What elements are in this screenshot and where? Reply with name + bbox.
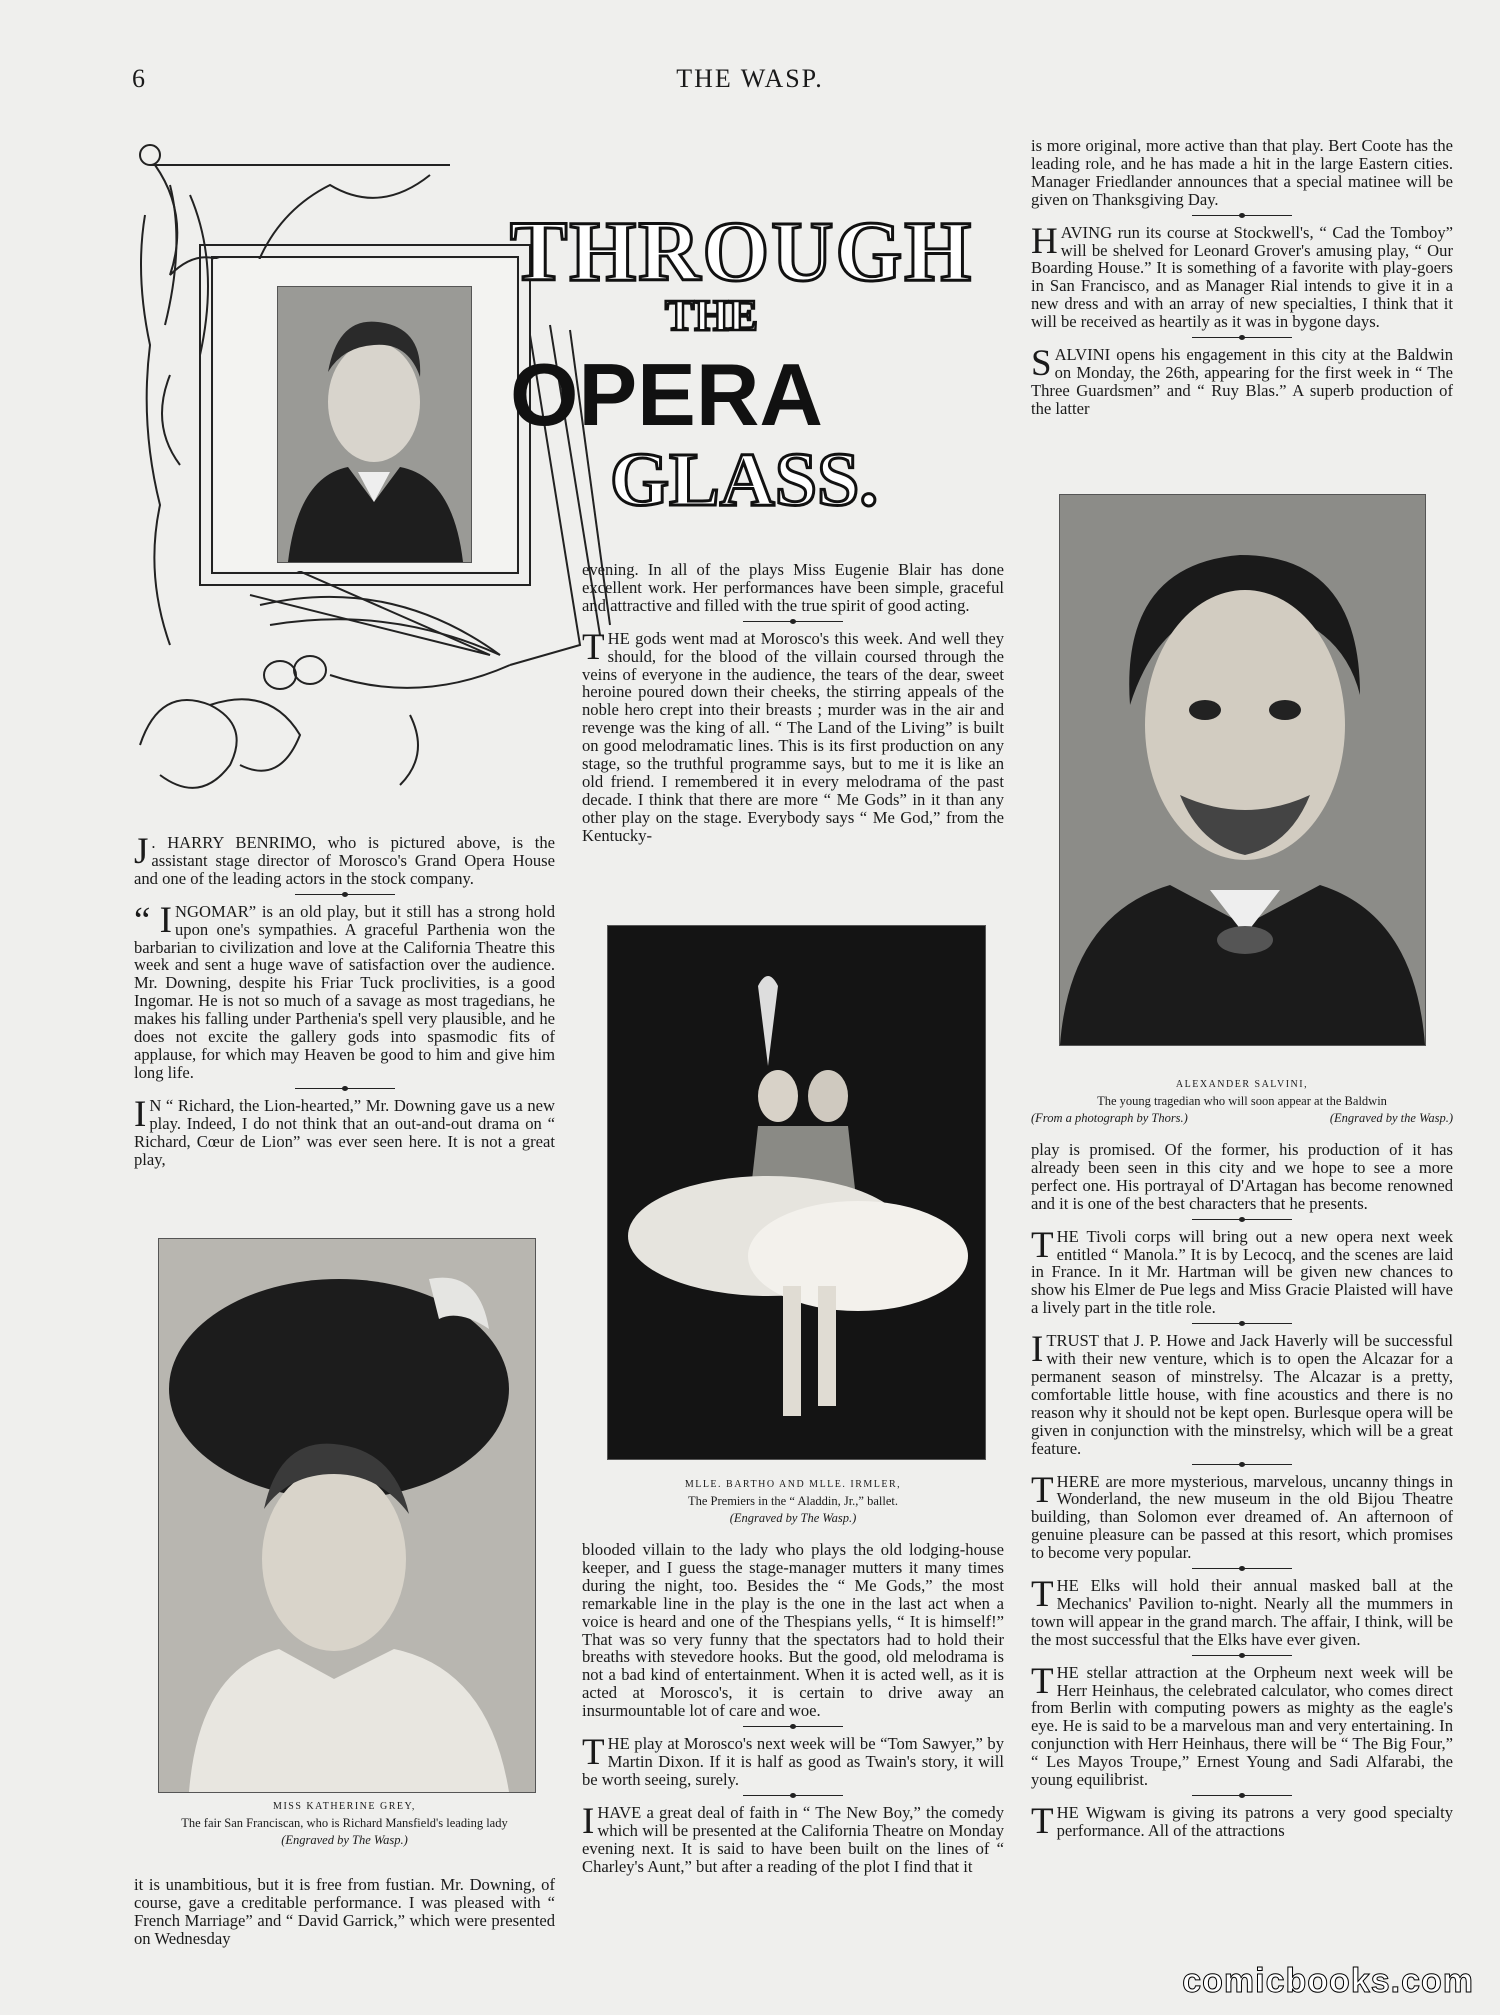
paragraph: HAVING run its course at Stockwell's, “ Cad the Tomboy” will be shelved for Leonard Grover's amusing play, “ Our Boarding House.” It is something of a favorite with play-goers in San Francisco, and as Manager Rial intends to give it in a new dress and with an array of new specialties, I think that it will be received as heartily as it was in bygone days. [1031, 220, 1453, 332]
paragraph: blooded villain to the lady who plays the old lodging-house keeper, and I guess the stage-manager mutters it many times during the night, too. Besides the “ Me Gods,” the most remarkable line in the play is the one in the last act when a voice is heard and one of the Thespians yells, “ It is himself!” That was so very funny that the spectators had to hold their breaths with stevedore hooks. But the good, old melodrama is not a bad kind of entertainment. When it is acted well, as it is acted at Morosco's, it is certain to drive away an insurmountable lot of care and woe. [582, 1540, 1004, 1721]
drop-cap: T [1031, 1574, 1054, 1616]
headline-through-the-opera-glass [490, 150, 990, 550]
caption-name: ALEXANDER SALVINI, [1175, 1079, 1309, 1090]
paragraph: THE Wigwam is giving its patrons a very good specialty performance. All of the attractions [1031, 1801, 1453, 1842]
section-divider [295, 1088, 395, 1089]
headline-line-through: THROUGH [510, 203, 974, 299]
column-3-top [1031, 137, 1453, 418]
drop-cap: S [1031, 343, 1052, 385]
column-1-top [134, 831, 555, 1169]
section-divider [1192, 1219, 1292, 1220]
paragraph: evening. In all of the plays Miss Eugenie Blair has done excellent work. Her performances have been simple, graceful and attractive and filled with the true spirit of good acting. [582, 560, 1004, 615]
drop-cap: “ I [134, 899, 172, 941]
column-2-bottom [582, 1541, 1004, 1875]
paragraph: “ I NGOMAR” is an old play, but it still has a strong hold upon one's sympathies. A graceful Parthenia won the barbarian to civilization and love at the California Theatre this week and sent a huge wave of satisfaction over the audience. Mr. Downing, despite his Friar Tuck proclivities, is a good Ingomar. He is not so much of a savage as most tragedians, he makes his falling under Parthenia's spell very plausible, and he does not excite the gallery gods into spasmodic fits of applause, for which may Heaven be good to him and give him long life. [134, 899, 555, 1082]
column-1-bottom [134, 1876, 555, 1948]
paragraph: THE play at Morosco's next week will be “Tom Sawyer,” by Martin Dixon. If it is half as good as Twain's story, it will be worth seeing, surely. [582, 1732, 1004, 1789]
caption-text: The Premiers in the “ Aladdin, Jr.,” ballet. [687, 1494, 899, 1508]
section-divider [1192, 1655, 1292, 1656]
ballet-caption [582, 1476, 1004, 1527]
caption-source-photo: (From a photograph by Thors.) [1031, 1111, 1188, 1125]
section-divider [1192, 1795, 1292, 1796]
drop-cap: J [134, 831, 149, 872]
section-divider [743, 1795, 843, 1796]
paragraph: play is promised. Of the former, his production of it has already been seen in this city and we hope to see a more perfect one. His portrayal of D'Artagan has become renowned and it is one of the best characters that he presents. [1031, 1140, 1453, 1213]
drop-cap: T [1031, 1224, 1054, 1266]
caption-source: (Engraved by The Wasp.) [281, 1833, 408, 1847]
paragraph: THE Elks will hold their annual masked ball at the Mechanics' Pavilion to-night. Nearly all the mummers in town will appear in the grand march. The affair, I think, will be the most successful that the Elks have ever given. [1031, 1574, 1453, 1649]
section-divider [1192, 1323, 1292, 1324]
paragraph: ITRUST that J. P. Howe and Jack Haverly will be successful with their new venture, which is to open the Alcazar for a permanent season of minstrelsy. The Alcazar is a pretty, comfortable little house, with fine acoustics and there is no reason why it should not be kept open. Burlesque opera will be given in conjunction with the minstrelsy, which will be a great feature. [1031, 1329, 1453, 1458]
drop-cap: T [1031, 1801, 1054, 1842]
drop-cap: T [1031, 1660, 1054, 1702]
newspaper-title: THE WASP. [676, 64, 824, 93]
caption-name: MLLE. BARTHO AND MLLE. IRMLER, [684, 1479, 902, 1490]
caption-source: (Engraved by The Wasp.) [729, 1511, 857, 1525]
drop-cap: I [134, 1093, 147, 1135]
paragraph: is more original, more active than that play. Bert Coote has the leading role, and he has made a hit in the large Eastern cities. Manager Friedlander announces that a special matinee will be given on Thanksgiving Day. [1031, 136, 1453, 209]
drop-cap: I [1031, 1329, 1044, 1371]
alexander-salvini-photo [1059, 494, 1426, 1046]
paragraph: IHAVE a great deal of faith in “ The New Boy,” the comedy which will be presented at the California Theatre on Monday evening next. It is said to have been built on the lines of “ Charley's Aunt,” but after a reading of the plot I find that it [582, 1800, 1004, 1876]
katherine-grey-caption [134, 1798, 555, 1849]
caption-text: The fair San Franciscan, who is Richard Mansfield's leading lady [181, 1816, 508, 1830]
column-3-bottom [1031, 1141, 1453, 1840]
caption-source-engraving: (Engraved by the Wasp.) [1329, 1111, 1453, 1125]
drop-cap: T [582, 626, 605, 668]
drop-cap: I [582, 1800, 595, 1842]
portrait-benrimo-photo [277, 286, 472, 563]
salvini-caption [1031, 1076, 1453, 1127]
headline-line-glass: GLASS. [610, 438, 879, 522]
section-divider [743, 1726, 843, 1727]
watermark-logo: comicbooks.com [1182, 1962, 1474, 2000]
drop-cap: T [1031, 1469, 1054, 1511]
drop-cap: T [582, 1732, 605, 1774]
paragraph: J . HARRY BENRIMO, who is pictured above, is the assistant stage director of Morosco's Grand Opera House and one of the leading actors in the stock company. [134, 831, 555, 888]
paragraph: I N “ Richard, the Lion-hearted,” Mr. Downing gave us a new play. Indeed, I do not think that an out-and-out drama on “ Richard, Cœur de Lion” was ever seen here. It is not a great play, [134, 1093, 555, 1169]
paragraph: SALVINI opens his engagement in this city at the Baldwin on Monday, the 26th, appearing for the first week in “ The Three Guardsmen” and “ Ruy Blas.” A superb production of the latter [1031, 343, 1453, 418]
paragraph: THE Tivoli corps will bring out a new opera next week entitled “ Manola.” It is by Lecocq, and the scenes are laid in France. In it Mr. Hartman will be given new chances to show his Elmer de Pue legs and Miss Gracie Plaisted will have a lively part in the title role. [1031, 1224, 1453, 1318]
katherine-grey-photo [158, 1238, 536, 1793]
paragraph: it is unambitious, but it is free from fustian. Mr. Downing, of course, gave a creditable performance. I was pleased with “ French Marriage” and “ David Garrick,” which were presented on Wednesday [134, 1875, 555, 1948]
caption-name: MISS KATHERINE GREY, [273, 1801, 416, 1812]
caption-text: The young tragedian who will soon appear at the Baldwin [1097, 1094, 1387, 1108]
drop-cap: H [1031, 220, 1058, 262]
paragraph: THERE are more mysterious, marvelous, uncanny things in Wonderland, the new museum in the old Bijou Theatre building, than Solomon ever dreamed of. An afternoon of genuine pleasure can be passed at this resort, which promises to become very popular. [1031, 1469, 1453, 1563]
headline-line-opera: OPERA [510, 345, 823, 444]
page-number: 6 [132, 64, 145, 93]
ballet-dancers-photo [607, 925, 986, 1460]
paragraph: THE stellar attraction at the Orpheum next week will be Herr Heinhaus, the celebrated calculator, who comes direct from Berlin with computing powers as mighty as the eagle's eye. He is said to be a marvelous man and very entertaining. In conjunction with Herr Heinhaus, there will be “ The Big Four,” “ Les Mayos Troupe,” Ernest Young and Sadi Alfarabi, the young equilibrist. [1031, 1660, 1453, 1790]
headline-line-the: THE [665, 291, 758, 340]
section-divider [295, 894, 395, 895]
paragraph: THE gods went mad at Morosco's this week. And well they should, for the blood of the villain coursed through the veins of everyone in the audience, the tears of the dear, sweet heroine poured down their cheeks, the stirring appeals of the noble hero crept into their breasts ; murder was in the air and revenge was the king of all. “ The Land of the Living” is built on good melodramatic lines. This is its first production on any stage, so the truthful programme says, but to me it is like an old friend. I remembered it in every melodrama of the past decade. I think that there are more “ Me Gods” in it than any other play on the stage. Everybody says “ Me God,” from the Kentucky- [582, 626, 1004, 845]
section-divider [1192, 1568, 1292, 1569]
section-divider [1192, 1464, 1292, 1465]
section-divider [743, 621, 843, 622]
section-divider [1192, 337, 1292, 338]
section-divider [1192, 215, 1292, 216]
column-2-top [582, 561, 1004, 845]
